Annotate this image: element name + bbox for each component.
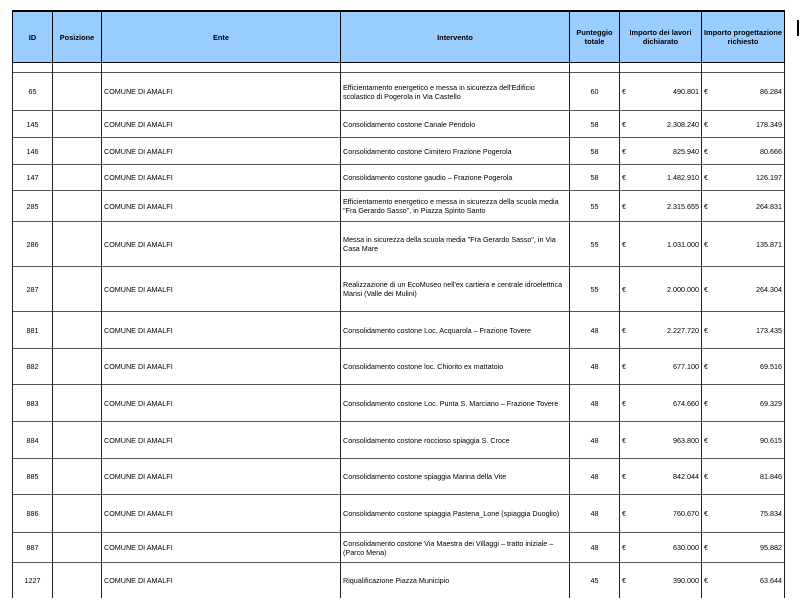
table-row xyxy=(13,165,785,191)
cell-punteggio: 45 xyxy=(570,563,620,598)
cell-id: 285 xyxy=(13,191,53,222)
header-intervento: Intervento xyxy=(341,11,570,63)
cell-id: 147 xyxy=(13,165,53,191)
header-ente: Ente xyxy=(102,11,341,63)
cell-intervento: Messa in sicurezza della scuola media "Fra Gerardo Sasso", in Via Casa Mare xyxy=(341,222,570,267)
cell-ente: COMUNE DI AMALFI xyxy=(102,495,341,533)
cell-punteggio: 48 xyxy=(570,459,620,495)
cell-importo-lavori xyxy=(620,385,702,422)
cell-intervento: Efficientamento energetico e messa in sicurezza della scuola media "Fra Gerardo Sasso", in Piazza Spirito Santo xyxy=(341,191,570,222)
cell-intervento: Consolidamento costone Loc. Punta S. Marciano – Frazione Tovere xyxy=(341,385,570,422)
cell-intervento: Consolidamento costone loc. Chiorito ex mattatoio xyxy=(341,349,570,385)
cell-importo-progettazione xyxy=(702,459,785,495)
projects-table xyxy=(12,10,785,598)
cell-punteggio: 58 xyxy=(570,165,620,191)
cell-punteggio: 48 xyxy=(570,349,620,385)
cell-importo-lavori xyxy=(620,422,702,459)
cell-posizione xyxy=(53,349,102,385)
cell-ente: COMUNE DI AMALFI xyxy=(102,191,341,222)
amount-value: 825.940 xyxy=(673,146,699,156)
amount-value: 178.349 xyxy=(756,119,782,129)
table-row xyxy=(13,191,785,222)
cell-posizione xyxy=(53,563,102,598)
header-importo-progettazione: Importo progettazione richiesto xyxy=(702,11,785,63)
cell-ente: COMUNE DI AMALFI xyxy=(102,111,341,138)
currency-symbol: € xyxy=(622,543,626,552)
cell-ente: COMUNE DI AMALFI xyxy=(102,349,341,385)
amount-value: 1.031.000 xyxy=(667,239,699,249)
amount-value: 390.000 xyxy=(673,575,699,585)
header-spacer-row xyxy=(13,63,785,73)
amount-value: 126.197 xyxy=(756,173,782,182)
cell-posizione xyxy=(53,385,102,422)
currency-symbol: € xyxy=(704,325,708,335)
amount-value: 80.666 xyxy=(760,146,782,156)
cell-importo-progettazione xyxy=(702,349,785,385)
amount-value: 264.831 xyxy=(756,201,782,211)
cell-id: 886 xyxy=(13,495,53,533)
cell-importo-progettazione xyxy=(702,111,785,138)
cell-id: 145 xyxy=(13,111,53,138)
cell-importo-progettazione xyxy=(702,73,785,111)
cell-id: 286 xyxy=(13,222,53,267)
cell-importo-lavori xyxy=(620,533,702,563)
table-row xyxy=(13,111,785,138)
page-edge-marker xyxy=(797,20,799,36)
cell-posizione xyxy=(53,495,102,533)
cell-importo-lavori xyxy=(620,165,702,191)
amount-value: 2.308.240 xyxy=(667,119,699,129)
cell-punteggio: 48 xyxy=(570,312,620,349)
cell-punteggio: 58 xyxy=(570,138,620,165)
cell-posizione xyxy=(53,459,102,495)
table-row xyxy=(13,563,785,598)
cell-posizione xyxy=(53,138,102,165)
header-posizione: Posizione xyxy=(53,11,102,63)
cell-intervento: Consolidamento costone roccioso spiaggia S. Croce xyxy=(341,422,570,459)
cell-punteggio: 48 xyxy=(570,422,620,459)
currency-symbol: € xyxy=(704,87,708,96)
amount-value: 2.315.655 xyxy=(667,201,699,211)
cell-intervento: Efficientamento energetico e messa in sicurezza dell'Edificio scolastico di Pogerola in Via Castello xyxy=(341,73,570,111)
amount-value: 90.615 xyxy=(760,435,782,445)
table-row xyxy=(13,222,785,267)
currency-symbol: € xyxy=(704,362,708,371)
amount-value: 69.329 xyxy=(760,398,782,408)
cell-punteggio: 55 xyxy=(570,222,620,267)
header-id: ID xyxy=(13,11,53,63)
currency-symbol: € xyxy=(704,575,708,585)
cell-importo-lavori xyxy=(620,312,702,349)
cell-punteggio: 55 xyxy=(570,191,620,222)
amount-value: 86.284 xyxy=(760,87,782,96)
table-row xyxy=(13,385,785,422)
amount-value: 81.846 xyxy=(760,472,782,481)
cell-importo-progettazione xyxy=(702,385,785,422)
currency-symbol: € xyxy=(704,173,708,182)
cell-id: 884 xyxy=(13,422,53,459)
table-row xyxy=(13,138,785,165)
cell-posizione xyxy=(53,111,102,138)
table-body xyxy=(13,63,785,598)
header-importo-lavori: Importo dei lavori dichiarato xyxy=(620,11,702,63)
cell-id: 146 xyxy=(13,138,53,165)
amount-value: 630.000 xyxy=(673,543,699,552)
cell-id: 287 xyxy=(13,267,53,312)
cell-ente: COMUNE DI AMALFI xyxy=(102,222,341,267)
cell-importo-progettazione xyxy=(702,422,785,459)
currency-symbol: € xyxy=(704,239,708,249)
cell-id: 885 xyxy=(13,459,53,495)
currency-symbol: € xyxy=(704,472,708,481)
cell-posizione xyxy=(53,422,102,459)
cell-posizione xyxy=(53,222,102,267)
cell-intervento: Consolidamento costone Via Maestra dei Villaggi – tratto iniziale – (Parco Mena) xyxy=(341,533,570,563)
currency-symbol: € xyxy=(622,575,626,585)
cell-intervento: Consolidamento costone Canale Pendolo xyxy=(341,111,570,138)
cell-intervento: Consolidamento costone spiaggia Pastena_Lone (spiaggia Duoglio) xyxy=(341,495,570,533)
currency-symbol: € xyxy=(704,398,708,408)
currency-symbol: € xyxy=(622,146,626,156)
cell-importo-progettazione xyxy=(702,495,785,533)
amount-value: 760.670 xyxy=(673,509,699,518)
cell-ente: COMUNE DI AMALFI xyxy=(102,459,341,495)
cell-posizione xyxy=(53,165,102,191)
cell-punteggio: 48 xyxy=(570,533,620,563)
amount-value: 135.871 xyxy=(756,239,782,249)
table-row xyxy=(13,349,785,385)
currency-symbol: € xyxy=(704,543,708,552)
cell-importo-lavori xyxy=(620,459,702,495)
cell-importo-lavori xyxy=(620,191,702,222)
currency-symbol: € xyxy=(622,362,626,371)
cell-ente: COMUNE DI AMALFI xyxy=(102,385,341,422)
cell-punteggio: 55 xyxy=(570,267,620,312)
table-row xyxy=(13,73,785,111)
currency-symbol: € xyxy=(704,119,708,129)
cell-importo-lavori xyxy=(620,111,702,138)
amount-value: 1.482.910 xyxy=(667,173,699,182)
amount-value: 95.882 xyxy=(760,543,782,552)
cell-intervento: Realizzazione di un EcoMuseo nell'ex cartiera e centrale idroelettrica Mansi (Valle dei Mulini) xyxy=(341,267,570,312)
cell-posizione xyxy=(53,533,102,563)
cell-importo-progettazione xyxy=(702,222,785,267)
cell-importo-progettazione xyxy=(702,563,785,598)
amount-value: 674.660 xyxy=(673,398,699,408)
amount-value: 173.435 xyxy=(756,325,782,335)
currency-symbol: € xyxy=(622,472,626,481)
currency-symbol: € xyxy=(622,435,626,445)
table-row xyxy=(13,495,785,533)
cell-importo-lavori xyxy=(620,563,702,598)
amount-value: 264.304 xyxy=(756,284,782,294)
cell-intervento: Consolidamento costone Cimitero Frazione Pogerola xyxy=(341,138,570,165)
cell-id: 1227 xyxy=(13,563,53,598)
currency-symbol: € xyxy=(622,201,626,211)
amount-value: 63.644 xyxy=(760,575,782,585)
cell-importo-lavori xyxy=(620,138,702,165)
currency-symbol: € xyxy=(622,87,626,96)
cell-ente: COMUNE DI AMALFI xyxy=(102,73,341,111)
cell-importo-progettazione xyxy=(702,138,785,165)
amount-value: 842.044 xyxy=(673,472,699,481)
cell-intervento: Riqualificazione Piazza Municipio xyxy=(341,563,570,598)
amount-value: 2.000.000 xyxy=(667,284,699,294)
amount-value: 490.801 xyxy=(673,87,699,96)
cell-importo-progettazione xyxy=(702,267,785,312)
cell-punteggio: 58 xyxy=(570,111,620,138)
cell-importo-progettazione xyxy=(702,165,785,191)
cell-importo-lavori xyxy=(620,73,702,111)
cell-importo-lavori xyxy=(620,349,702,385)
currency-symbol: € xyxy=(704,435,708,445)
cell-ente: COMUNE DI AMALFI xyxy=(102,138,341,165)
cell-id: 887 xyxy=(13,533,53,563)
amount-value: 2.227.720 xyxy=(667,325,699,335)
cell-importo-progettazione xyxy=(702,533,785,563)
amount-value: 677.100 xyxy=(673,362,699,371)
cell-ente: COMUNE DI AMALFI xyxy=(102,165,341,191)
currency-symbol: € xyxy=(622,119,626,129)
currency-symbol: € xyxy=(622,284,626,294)
currency-symbol: € xyxy=(704,201,708,211)
cell-ente: COMUNE DI AMALFI xyxy=(102,533,341,563)
cell-intervento: Consolidamento costone Loc. Acquarola – Frazione Tovere xyxy=(341,312,570,349)
cell-ente: COMUNE DI AMALFI xyxy=(102,312,341,349)
cell-posizione xyxy=(53,312,102,349)
cell-intervento: Consolidamento costone gaudio – Frazione Pogerola xyxy=(341,165,570,191)
currency-symbol: € xyxy=(704,509,708,518)
currency-symbol: € xyxy=(704,284,708,294)
cell-importo-lavori xyxy=(620,495,702,533)
amount-value: 75.834 xyxy=(760,509,782,518)
cell-punteggio: 60 xyxy=(570,73,620,111)
cell-id: 882 xyxy=(13,349,53,385)
cell-posizione xyxy=(53,267,102,312)
cell-importo-lavori xyxy=(620,222,702,267)
cell-ente: COMUNE DI AMALFI xyxy=(102,267,341,312)
amount-value: 963.800 xyxy=(673,435,699,445)
currency-symbol: € xyxy=(622,398,626,408)
cell-importo-lavori xyxy=(620,267,702,312)
cell-intervento: Consolidamento costone spiaggia Marina della Vite xyxy=(341,459,570,495)
cell-importo-progettazione xyxy=(702,312,785,349)
cell-posizione xyxy=(53,73,102,111)
cell-ente: COMUNE DI AMALFI xyxy=(102,563,341,598)
currency-symbol: € xyxy=(622,509,626,518)
cell-ente: COMUNE DI AMALFI xyxy=(102,422,341,459)
header-punteggio: Punteggio totale xyxy=(570,11,620,63)
cell-punteggio: 48 xyxy=(570,385,620,422)
header-row xyxy=(13,11,785,63)
cell-posizione xyxy=(53,191,102,222)
cell-id: 65 xyxy=(13,73,53,111)
table-row xyxy=(13,459,785,495)
cell-id: 881 xyxy=(13,312,53,349)
table-row xyxy=(13,422,785,459)
cell-punteggio: 48 xyxy=(570,495,620,533)
amount-value: 69.516 xyxy=(760,362,782,371)
table-row xyxy=(13,267,785,312)
currency-symbol: € xyxy=(622,325,626,335)
currency-symbol: € xyxy=(622,239,626,249)
currency-symbol: € xyxy=(704,146,708,156)
cell-importo-progettazione xyxy=(702,191,785,222)
table-row xyxy=(13,312,785,349)
currency-symbol: € xyxy=(622,173,626,182)
table-row xyxy=(13,533,785,563)
cell-id: 883 xyxy=(13,385,53,422)
